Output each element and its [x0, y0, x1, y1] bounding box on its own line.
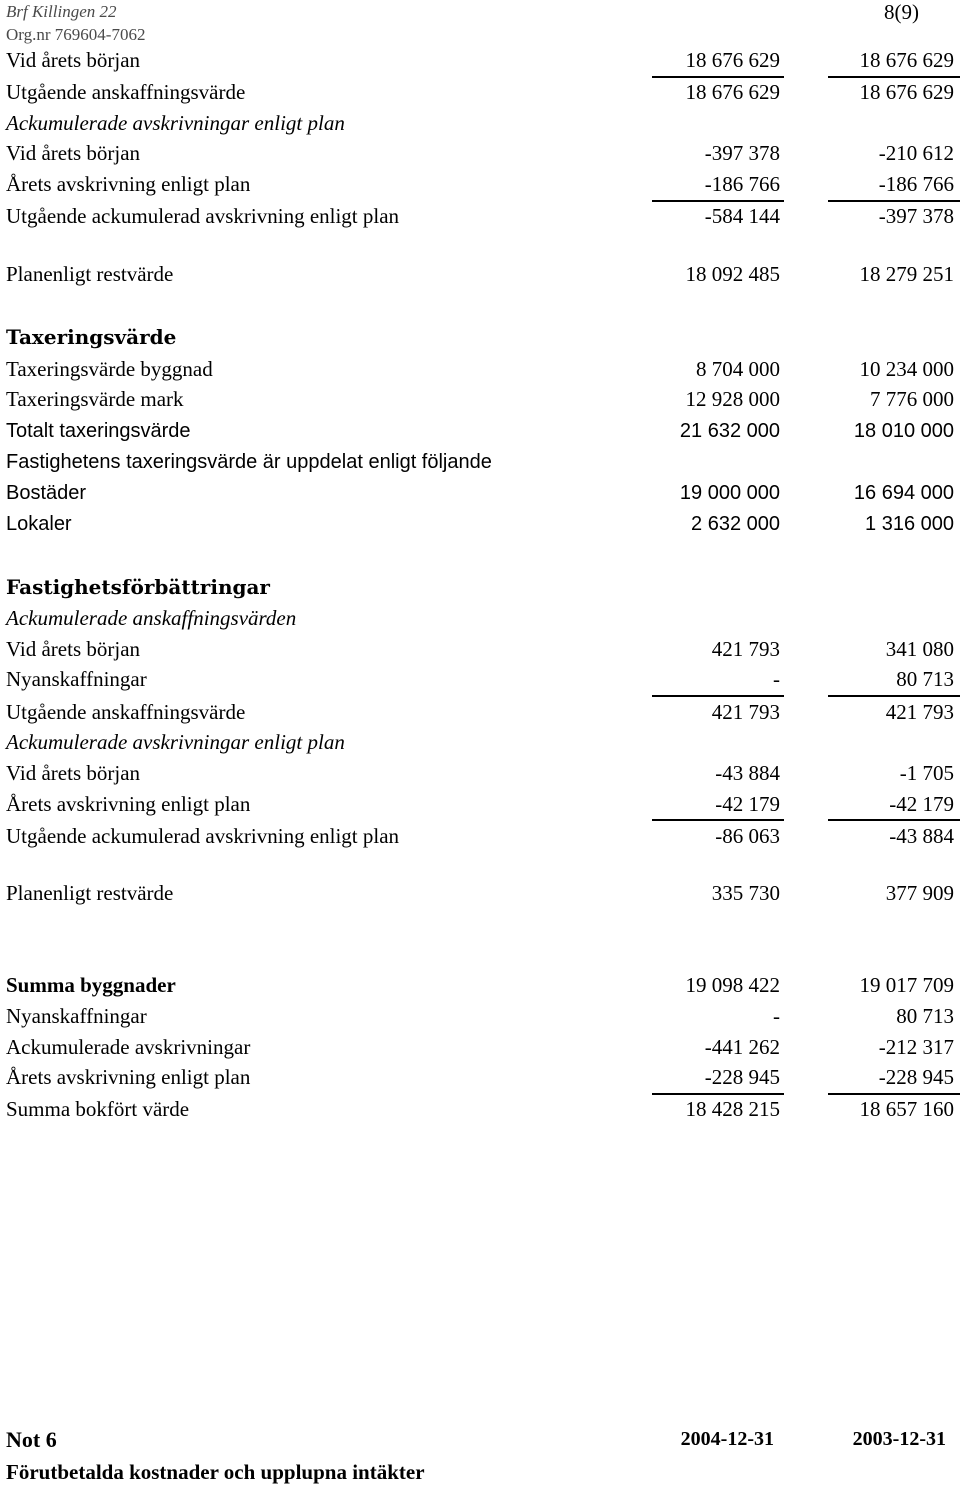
row-label: Totalt taxeringsvärde — [6, 420, 191, 442]
row-label: Summa byggnader — [6, 973, 176, 997]
table-row — [6, 664, 960, 695]
value-2003: 18 676 629 — [859, 48, 954, 72]
table-row — [6, 138, 960, 169]
value-2003: 18 010 000 — [853, 420, 954, 442]
table-row — [6, 572, 960, 603]
table-row — [6, 697, 960, 728]
value-2004: 18 676 629 — [685, 80, 780, 104]
value-2003: 80 713 — [896, 667, 954, 691]
value-2003: 10 234 000 — [859, 357, 954, 381]
row-label: Utgående ackumulerad avskrivning enligt plan — [6, 824, 400, 848]
table-row — [6, 384, 960, 415]
section-subheading: Ackumulerade avskrivningar enligt plan — [6, 111, 345, 135]
table-row — [6, 1032, 960, 1063]
value-2004: 18 092 485 — [685, 262, 780, 286]
table-row — [6, 259, 960, 290]
value-2003: -210 612 — [878, 141, 954, 165]
value-2004: 18 676 629 — [685, 48, 780, 72]
value-2003: 80 713 — [896, 1004, 954, 1028]
table-row — [6, 108, 960, 139]
column-date-2004: 2004-12-31 — [680, 1428, 774, 1450]
row-label: Lokaler — [6, 513, 72, 535]
note-subtitle-row — [6, 1457, 960, 1488]
section-heading: Taxeringsvärde — [6, 325, 177, 349]
value-2004: 8 704 000 — [696, 357, 780, 381]
section-subheading: Ackumulerade anskaffningsvärden — [6, 606, 297, 630]
table-row — [6, 1094, 960, 1125]
value-2003: 16 694 000 — [853, 482, 954, 504]
table-row — [6, 509, 960, 540]
value-2003: -1 705 — [899, 761, 954, 785]
row-label: Summa bokfört värde — [6, 1097, 190, 1121]
value-2003: 421 793 — [885, 700, 954, 724]
row-label: Årets avskrivning enligt plan — [6, 1065, 251, 1089]
row-label: Fastighetens taxeringsvärde är uppdelat enligt följande — [6, 451, 492, 473]
table-row — [6, 478, 960, 509]
note-header — [6, 1424, 960, 1455]
value-2003: -397 378 — [878, 204, 954, 228]
org-number: Org.nr 769604-7062 — [6, 25, 146, 44]
row-label: Vid årets början — [6, 761, 141, 785]
table-row — [6, 878, 960, 909]
table-row — [6, 758, 960, 789]
value-2004: -186 766 — [704, 172, 780, 196]
row-label: Taxeringsvärde byggnad — [6, 357, 213, 381]
note-title: Not 6 — [6, 1427, 57, 1452]
row-label: Taxeringsvärde mark — [6, 387, 184, 411]
value-2003: -212 317 — [878, 1035, 954, 1059]
value-2004: 421 793 — [711, 700, 780, 724]
value-2004: 12 928 000 — [685, 387, 780, 411]
value-2004: -42 179 — [715, 792, 780, 816]
row-label: Vid årets början — [6, 637, 141, 661]
value-2003: 19 017 709 — [859, 973, 954, 997]
table-row — [6, 45, 960, 76]
table-row — [6, 727, 960, 758]
value-2004: 19 000 000 — [679, 482, 780, 504]
table-row — [6, 416, 960, 447]
table-row — [6, 970, 960, 1001]
value-2003: 18 279 251 — [859, 262, 954, 286]
value-2004: - — [773, 667, 780, 691]
table-row — [6, 634, 960, 665]
value-2003: -228 945 — [878, 1065, 954, 1089]
value-2003: -43 884 — [889, 824, 954, 848]
note-subtitle: Förutbetalda kostnader och upplupna intäkter — [6, 1460, 425, 1484]
value-2004: - — [773, 1004, 780, 1028]
value-2004: 421 793 — [711, 637, 780, 661]
row-label: Nyanskaffningar — [6, 1004, 147, 1028]
section-heading: Fastighetsförbättringar — [6, 575, 270, 599]
table-row — [6, 447, 960, 478]
table-row — [6, 354, 960, 385]
value-2003: 377 909 — [885, 881, 954, 905]
value-2004: -228 945 — [704, 1065, 780, 1089]
value-2004: 21 632 000 — [679, 420, 780, 442]
value-2004: 2 632 000 — [691, 513, 780, 535]
value-2003: -42 179 — [889, 792, 954, 816]
value-2004: 335 730 — [711, 881, 780, 905]
value-2003: -186 766 — [878, 172, 954, 196]
org-name: Brf Killingen 22 — [6, 2, 117, 21]
column-date-2003: 2003-12-31 — [852, 1428, 946, 1450]
row-label: Årets avskrivning enligt plan — [6, 172, 251, 196]
section-subheading: Ackumulerade avskrivningar enligt plan — [6, 730, 345, 754]
value-2004: -397 378 — [704, 141, 780, 165]
table-row — [6, 77, 960, 108]
value-2004: 19 098 422 — [685, 973, 780, 997]
row-label: Vid årets början — [6, 48, 141, 72]
row-label: Utgående anskaffningsvärde — [6, 80, 246, 104]
row-label: Utgående ackumulerad avskrivning enligt plan — [6, 204, 400, 228]
row-label: Utgående anskaffningsvärde — [6, 700, 246, 724]
value-2003: 7 776 000 — [870, 387, 954, 411]
table-row — [6, 1001, 960, 1032]
table-row — [6, 322, 960, 353]
table-row — [6, 1062, 960, 1093]
page-number: 8(9) — [884, 0, 919, 24]
value-2003: 341 080 — [885, 637, 954, 661]
row-label: Nyanskaffningar — [6, 667, 147, 691]
value-2004: -86 063 — [715, 824, 780, 848]
table-row — [6, 789, 960, 820]
value-2004: 18 428 215 — [685, 1097, 780, 1121]
table-row — [6, 201, 960, 232]
value-2004: -441 262 — [704, 1035, 780, 1059]
row-label: Planenligt restvärde — [6, 881, 174, 905]
row-label: Årets avskrivning enligt plan — [6, 792, 251, 816]
row-label: Ackumulerade avskrivningar — [6, 1035, 251, 1059]
value-2003: 18 676 629 — [859, 80, 954, 104]
value-2004: -584 144 — [704, 204, 780, 228]
value-2003: 1 316 000 — [865, 513, 954, 535]
table-row — [6, 603, 960, 634]
value-2004: -43 884 — [715, 761, 780, 785]
row-label: Vid årets början — [6, 141, 141, 165]
table-row — [6, 169, 960, 200]
row-label: Bostäder — [6, 482, 87, 504]
value-2003: 18 657 160 — [859, 1097, 954, 1121]
table-row — [6, 821, 960, 852]
row-label: Planenligt restvärde — [6, 262, 174, 286]
